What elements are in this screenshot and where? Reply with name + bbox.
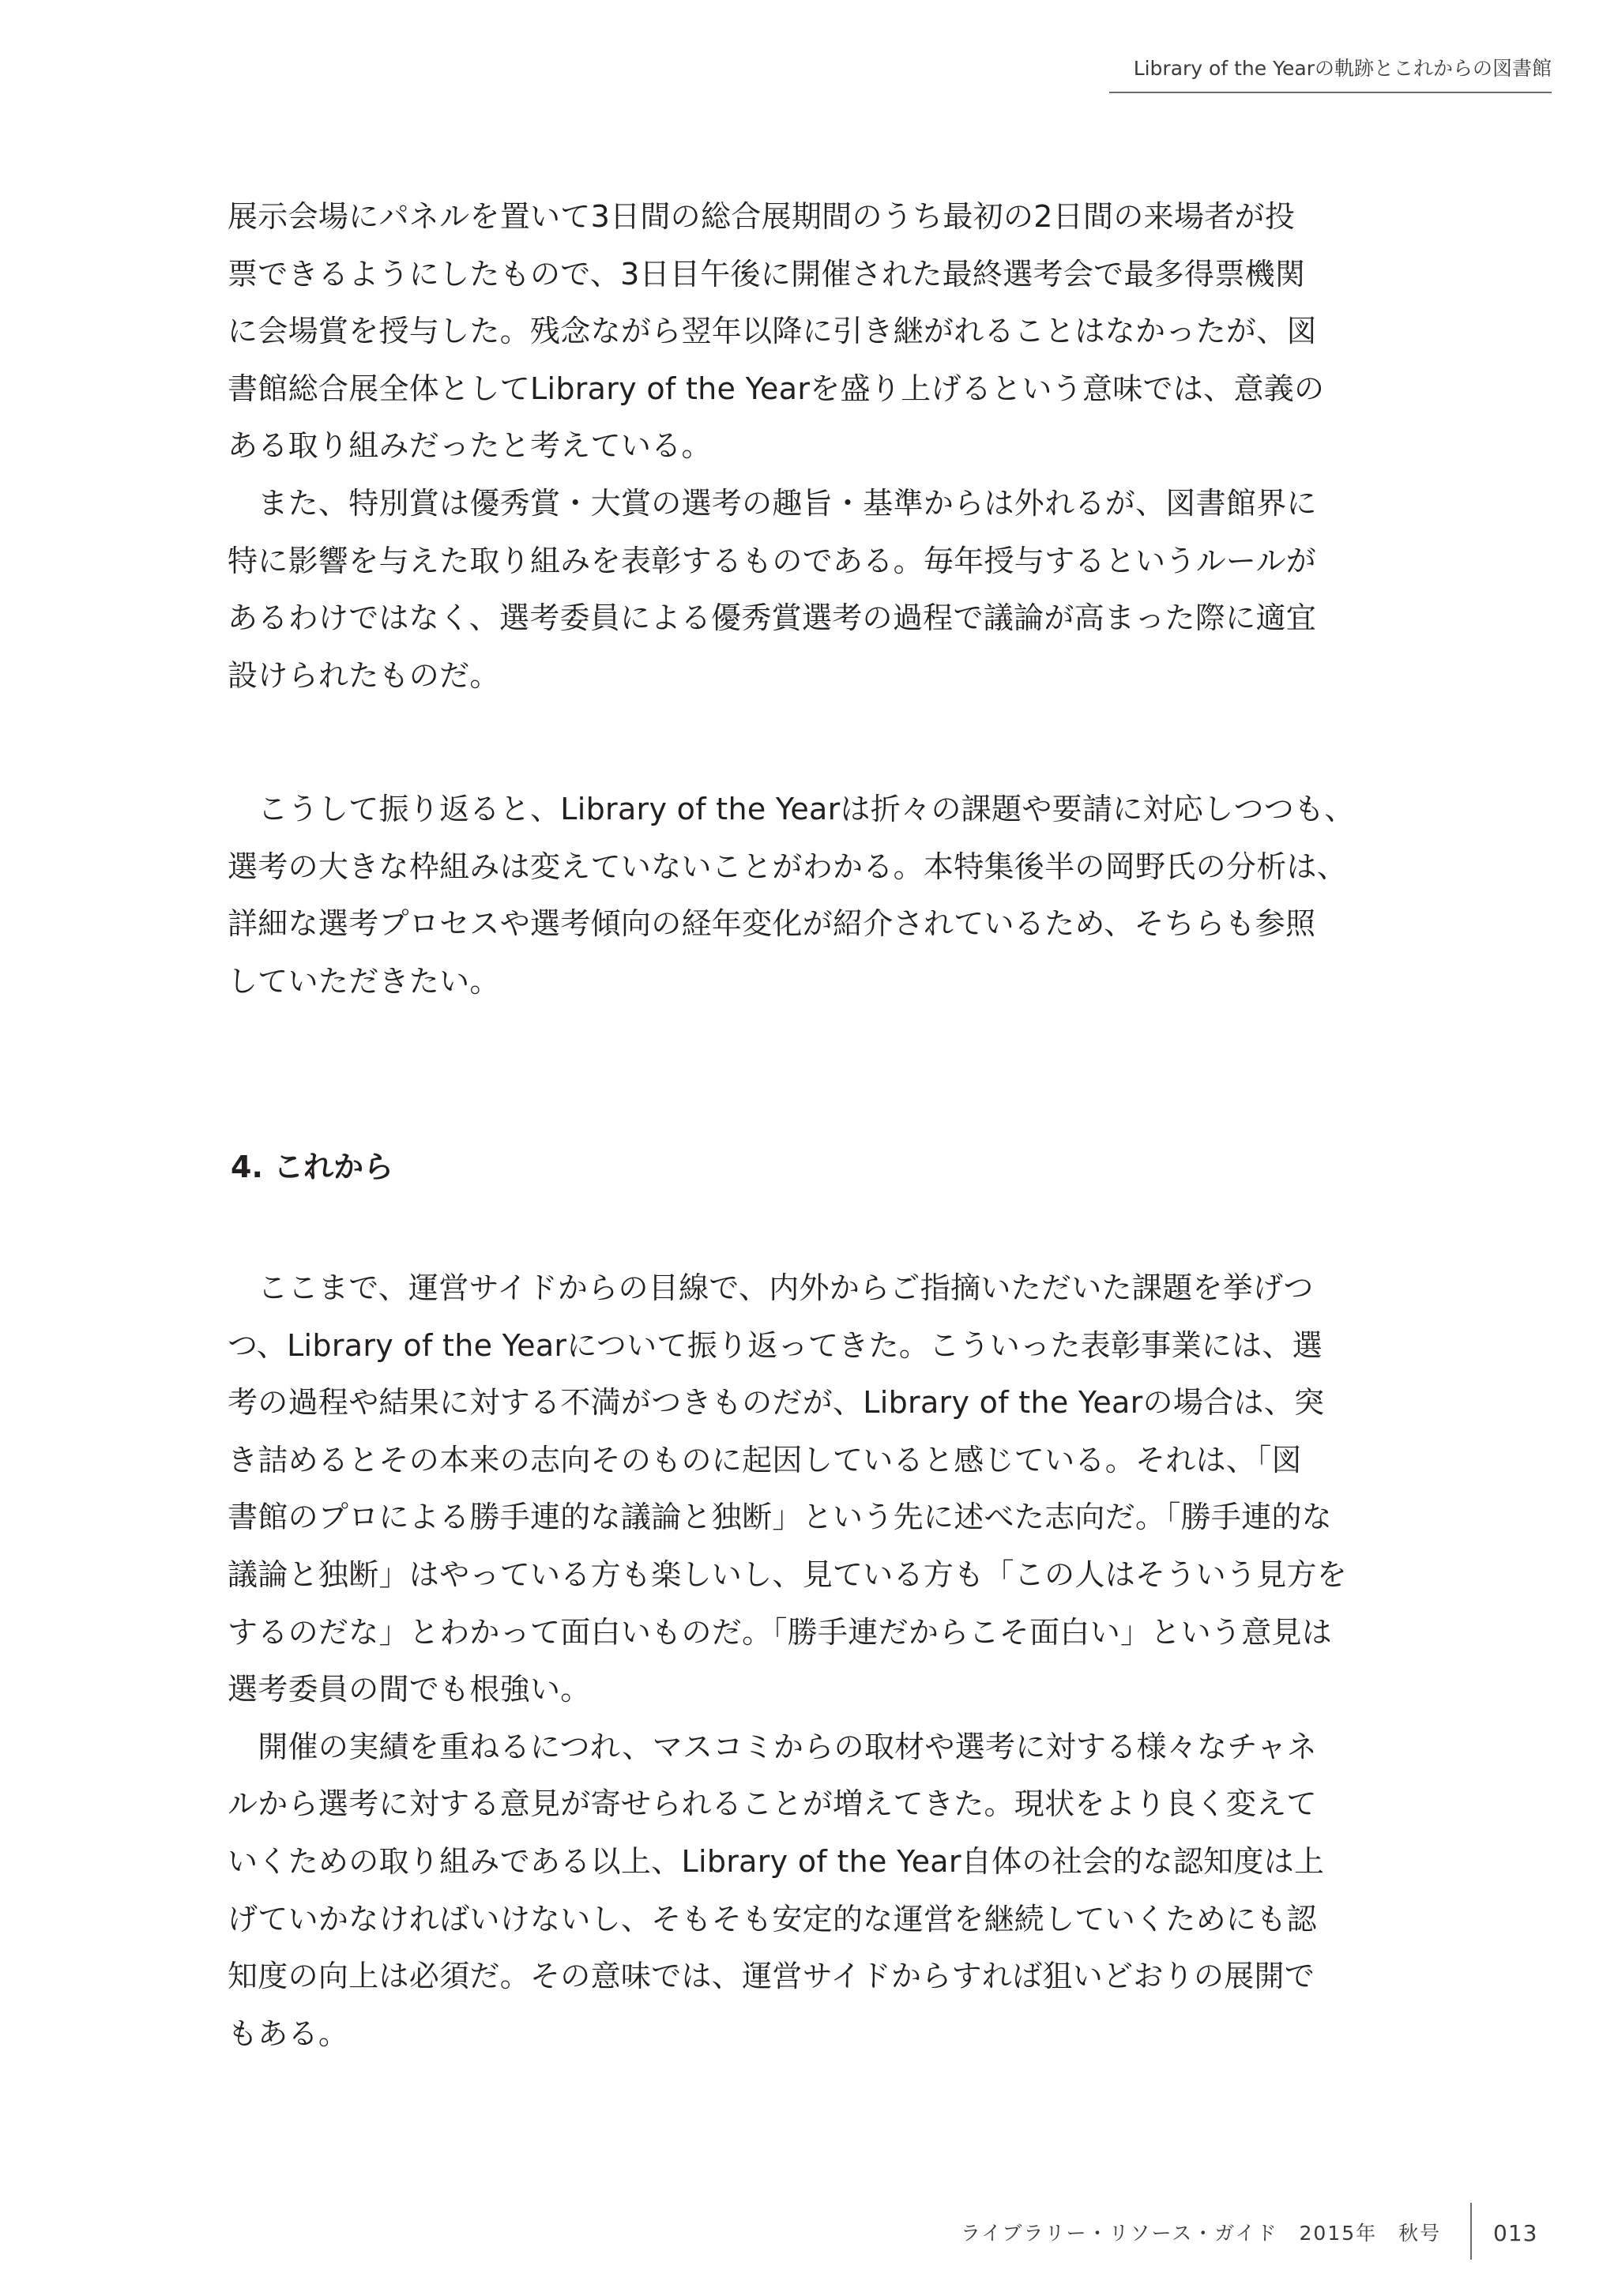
page-number: 013	[1493, 2220, 1538, 2246]
footer-divider	[1470, 2203, 1472, 2260]
text-line: こうして振り返ると、Library of the Yearは折々の課題や要請に対応しつつも、	[228, 792, 1355, 826]
text-line: 書館のプロによる勝手連的な議論と独断」という先に述べた志向だ。「勝手連的な	[228, 1500, 1333, 1535]
text-line: するのだな」とわかって面白いものだ。「勝手連だからこそ面白い」という意見は	[228, 1614, 1333, 1650]
text-line: 知度の向上は必須だ。その意味では、運営サイドからすれば狙いどおりの展開で	[228, 1959, 1315, 1994]
text-line: ここまで、運営サイドからの目線で、内外からご指摘いただいた課題を挙げつ	[228, 1270, 1314, 1305]
text-line: げていかなければいけないし、そもそも安定的な運営を継続していくためにも認	[228, 1901, 1317, 1937]
text-line: に会場賞を授与した。残念ながら翌年以降に引き継がれることはなかったが、図	[228, 314, 1317, 349]
text-line: 票できるようにしたもので、3日目午後に開催された最終選考会で最多得票機関	[228, 256, 1306, 292]
text-line: つ、Library of the Yearについて振り返ってきた。こういった表彰事業には、選	[228, 1327, 1323, 1363]
text-line: き詰めるとその本来の志向そのものに起因していると感じている。それは、「図	[228, 1442, 1302, 1477]
footer-publication: ライブラリー・リソース・ガイド 2015年 秋号	[961, 2222, 1442, 2245]
text-line: 選考の大きな枠組みは変えていないことがわかる。本特集後半の岡野氏の分析は、	[228, 849, 1348, 884]
section-heading: 4. これから	[231, 1150, 394, 1184]
text-line: 展示会場にパネルを置いて3日間の総合展期間のうち最初の2日間の来場者が投	[228, 199, 1296, 234]
text-line: 書館総合展全体としてLibrary of the Yearを盛り上げるという意味では、意義の	[228, 371, 1325, 406]
text-line: また、特別賞は優秀賞・大賞の選考の趣旨・基準からは外れるが、図書館界に	[228, 485, 1317, 521]
text-line: ある取り組みだったと考えている。	[228, 428, 712, 464]
text-line: 議論と独断」はやっている方も楽しいし、見ている方も「この人はそういう見方を	[228, 1556, 1348, 1592]
text-line: 詳細な選考プロセスや選考傾向の経年変化が紹介されているため、そちらも参照	[228, 906, 1316, 942]
text-line: していただきたい。	[228, 963, 500, 999]
paragraph-block-1	[228, 188, 1413, 704]
paragraph-block-3	[228, 1259, 1413, 2062]
text-line: 特に影響を与えた取り組みを表彰するものである。毎年授与するというルールが	[228, 543, 1317, 578]
text-line: もある。	[228, 2016, 349, 2051]
text-line: 設けられたものだ。	[228, 657, 500, 693]
running-header: Library of the Yearの軌跡とこれからの図書館	[1133, 57, 1552, 80]
text-line: 選考委員の間でも根強い。	[228, 1672, 591, 1707]
paragraph-block-2	[228, 781, 1413, 1010]
text-line: あるわけではなく、選考委員による優秀賞選考の過程で議論が高まった際に適宜	[228, 600, 1317, 636]
text-line: いくための取り組みである以上、Library of the Year自体の社会的な認知度は上	[228, 1843, 1325, 1879]
text-line: ルから選考に対する意見が寄せられることが増えてきた。現状をより良く変えて	[228, 1786, 1317, 1822]
text-line: 開催の実績を重ねるにつれ、マスコミからの取材や選考に対する様々なチャネ	[228, 1729, 1318, 1764]
text-line: 考の過程や結果に対する不満がつきものだが、Library of the Yearの場合は、突	[228, 1385, 1325, 1421]
header-rule	[1109, 92, 1552, 93]
